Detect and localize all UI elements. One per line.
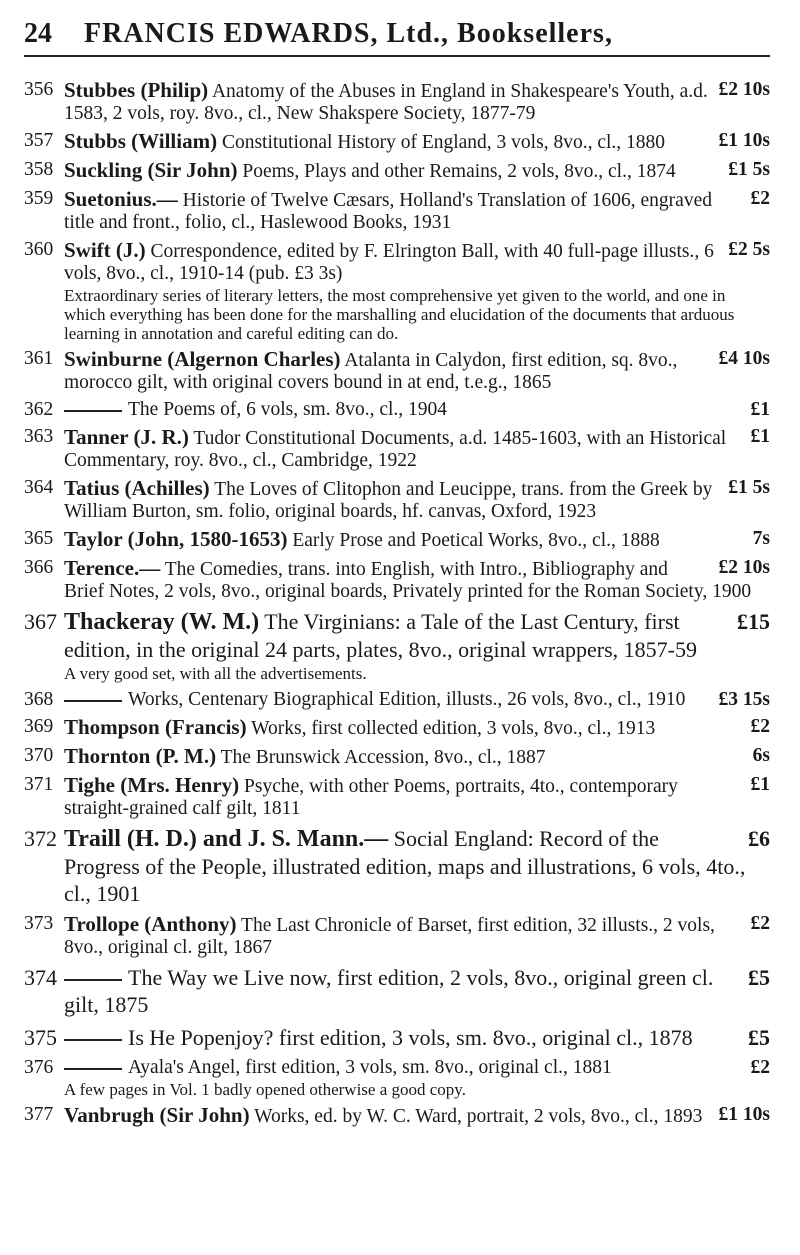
- entry-price: £2: [750, 1057, 770, 1078]
- catalogue-entry: [24, 348, 770, 394]
- entry-number: 377: [24, 1104, 54, 1125]
- entry-number: 356: [24, 79, 54, 100]
- entry-price: £2: [750, 716, 770, 737]
- entry-body: [64, 348, 770, 394]
- catalogue-entry: [24, 689, 770, 711]
- entry-body: [64, 79, 770, 125]
- entry-price: £2 10s: [718, 557, 770, 578]
- ditto-dash: [64, 979, 122, 981]
- entry-price: £2: [750, 188, 770, 209]
- entry-author: Swinburne (Algernon Charles): [64, 347, 341, 371]
- entry-author: Tatius (Achilles): [64, 476, 210, 500]
- entry-number: 372: [24, 826, 57, 851]
- entry-description: Works, Centenary Biographical Edition, illusts., 26 vols, 8vo., cl., 1910: [128, 689, 686, 710]
- catalogue-entries: [24, 79, 770, 1128]
- catalogue-entry: [24, 159, 770, 183]
- entry-body: [64, 239, 770, 343]
- entry-author: Suetonius.—: [64, 187, 178, 211]
- entry-author: Swift (J.): [64, 238, 146, 262]
- entry-note: A very good set, with all the advertisements.: [64, 664, 367, 683]
- entry-number: 368: [24, 689, 54, 710]
- entry-author: Suckling (Sir John): [64, 158, 238, 182]
- entry-description: Social England: Record of the Progress of the People, illustrated edition, maps and illustrations, 6 vols, 4to., cl., 1901: [64, 826, 746, 906]
- entry-description: Correspondence, edited by F. Elrington Ball, with 40 full-page illusts., 6 vols, 8vo., cl., 1910-14 (pub. £3 3s): [64, 241, 714, 284]
- entry-price: £2 10s: [718, 79, 770, 100]
- entry-body: [64, 426, 770, 472]
- catalogue-entry: [24, 608, 770, 683]
- catalogue-entry: [24, 477, 770, 523]
- catalogue-entry: [24, 774, 770, 820]
- entry-author: Thackeray (W. M.): [64, 609, 260, 635]
- entry-number: 373: [24, 913, 54, 934]
- entry-description: The Way we Live now, first edition, 2 vols, 8vo., original green cl. gilt, 1875: [64, 965, 714, 1017]
- entry-price: £1: [750, 426, 770, 447]
- entry-description: Early Prose and Poetical Works, 8vo., cl., 1888: [292, 530, 660, 551]
- entry-author: Stubbes (Philip): [64, 78, 209, 102]
- entry-body: [64, 913, 770, 959]
- entry-price: £6: [748, 826, 770, 851]
- entry-price: £2: [750, 913, 770, 934]
- entry-price: £5: [748, 1025, 770, 1050]
- entry-price: 7s: [752, 528, 770, 549]
- entry-number: 361: [24, 348, 54, 369]
- page-header: [24, 18, 770, 57]
- entry-body: [64, 130, 770, 154]
- entry-price: £4 10s: [718, 348, 770, 369]
- entry-number: 366: [24, 557, 54, 578]
- entry-price: £2 5s: [728, 239, 770, 260]
- entry-body: [64, 825, 770, 907]
- entry-note: Extraordinary series of literary letters, the most comprehensive yet given to the world, and one in which everything has been done for the marshalling and elucidation of the documents that arduous learning in annotation and careful editing can do.: [64, 286, 735, 343]
- entry-description: The Comedies, trans. into English, with Intro., Bibliography and Brief Notes, 2 vols, 8vo., original boards, Privately printed for the Roman Society, 1900: [64, 559, 752, 602]
- entry-description: Historie of Twelve Cæsars, Holland's Translation of 1606, engraved title and front., folio, cl., Haslewood Books, 1931: [64, 190, 712, 233]
- catalogue-entry: [24, 1057, 770, 1099]
- entry-body: [64, 528, 770, 552]
- entry-number: 362: [24, 399, 54, 420]
- entry-body: [64, 159, 770, 183]
- entry-description: Is He Popenjoy? first edition, 3 vols, sm. 8vo., original cl., 1878: [128, 1025, 693, 1050]
- entry-description: Atalanta in Calydon, first edition, sq. 8vo., morocco gilt, with original covers bound in at end, t.e.g., 1865: [64, 350, 678, 393]
- entry-number: 364: [24, 477, 54, 498]
- entry-price: £1 10s: [718, 1104, 770, 1125]
- catalogue-entry: [24, 188, 770, 234]
- entry-author: Traill (H. D.) and J. S. Mann.—: [64, 826, 389, 852]
- ditto-dash: [64, 1068, 122, 1070]
- entry-body: [64, 716, 770, 740]
- catalogue-entry: [24, 1024, 770, 1051]
- catalogue-entry: [24, 716, 770, 740]
- catalogue-entry: [24, 557, 770, 603]
- catalogue-entry: [24, 528, 770, 552]
- entry-body: [64, 188, 770, 234]
- catalogue-entry: [24, 399, 770, 421]
- entry-price: £1 5s: [728, 477, 770, 498]
- entry-body: [64, 608, 770, 683]
- entry-note: A few pages in Vol. 1 badly opened otherwise a good copy.: [64, 1080, 466, 1099]
- firm-name: FRANCIS EDWARDS, Ltd., Booksellers,: [84, 18, 613, 49]
- entry-price: £1: [750, 774, 770, 795]
- entry-body: [64, 1104, 770, 1128]
- ditto-dash: [64, 700, 122, 702]
- ditto-dash: [64, 410, 122, 412]
- entry-body: [64, 689, 770, 711]
- entry-price: £1: [750, 399, 770, 420]
- entry-author: Taylor (John, 1580-1653): [64, 527, 288, 551]
- entry-author: Thompson (Francis): [64, 715, 247, 739]
- entry-price: £3 15s: [718, 689, 770, 710]
- entry-price: £15: [737, 609, 770, 634]
- entry-description: Poems, Plays and other Remains, 2 vols, 8vo., cl., 1874: [242, 161, 676, 182]
- entry-author: Vanbrugh (Sir John): [64, 1103, 250, 1127]
- catalogue-entry: [24, 239, 770, 343]
- entry-body: [64, 1057, 770, 1099]
- entry-description: Works, ed. by W. C. Ward, portrait, 2 vols, 8vo., cl., 1893: [254, 1106, 703, 1127]
- entry-description: The Virginians: a Tale of the Last Century, first edition, in the original 24 parts, plates, 8vo., original wrappers, 1857-59: [64, 609, 697, 662]
- entry-body: [64, 964, 770, 1018]
- entry-description: Works, first collected edition, 3 vols, 8vo., cl., 1913: [251, 718, 656, 739]
- entry-description: Anatomy of the Abuses in England in Shakespeare's Youth, a.d. 1583, 2 vols, roy. 8vo., cl., New Shakspere Society, 1877-79: [64, 81, 708, 124]
- entry-author: Stubbs (William): [64, 129, 218, 153]
- catalogue-entry: [24, 426, 770, 472]
- entry-price: £1 10s: [718, 130, 770, 151]
- entry-number: 371: [24, 774, 54, 795]
- catalogue-entry: [24, 913, 770, 959]
- entry-description: Constitutional History of England, 3 vols, 8vo., cl., 1880: [221, 132, 666, 153]
- entry-number: 363: [24, 426, 54, 447]
- catalogue-entry: [24, 130, 770, 154]
- entry-body: [64, 399, 770, 421]
- entry-body: [64, 745, 770, 769]
- entry-description: The Last Chronicle of Barset, first edition, 32 illusts., 2 vols, 8vo., original cl. gilt, 1867: [64, 915, 715, 958]
- entry-number: 357: [24, 130, 54, 151]
- entry-author: Tanner (J. R.): [64, 425, 189, 449]
- entry-number: 370: [24, 745, 54, 766]
- entry-number: 359: [24, 188, 54, 209]
- entry-author: Trollope (Anthony): [64, 912, 237, 936]
- entry-author: Thornton (P. M.): [64, 744, 217, 768]
- entry-description: Psyche, with other Poems, portraits, 4to., contemporary straight-grained calf gilt, 1811: [64, 776, 678, 819]
- catalogue-entry: [24, 745, 770, 769]
- entry-body: [64, 1024, 770, 1051]
- entry-description: Ayala's Angel, first edition, 3 vols, sm. 8vo., original cl., 1881: [128, 1057, 612, 1078]
- page-number: 24: [24, 18, 52, 49]
- entry-number: 365: [24, 528, 54, 549]
- entry-number: 367: [24, 609, 57, 634]
- entry-body: [64, 557, 770, 603]
- catalogue-entry: [24, 825, 770, 907]
- catalogue-entry: [24, 79, 770, 125]
- ditto-dash: [64, 1039, 122, 1041]
- entry-number: 374: [24, 965, 57, 990]
- entry-number: 376: [24, 1057, 54, 1078]
- entry-author: Tighe (Mrs. Henry): [64, 773, 240, 797]
- entry-number: 358: [24, 159, 54, 180]
- entry-author: Terence.—: [64, 556, 161, 580]
- entry-number: 369: [24, 716, 54, 737]
- catalogue-entry: [24, 1104, 770, 1128]
- entry-description: Tudor Constitutional Documents, a.d. 1485-1603, with an Historical Commentary, roy. 8vo., cl., Cambridge, 1922: [64, 428, 727, 471]
- entry-description: The Brunswick Accession, 8vo., cl., 1887: [220, 747, 546, 768]
- entry-body: [64, 774, 770, 820]
- entry-description: The Poems of, 6 vols, sm. 8vo., cl., 1904: [128, 399, 448, 420]
- entry-price: £5: [748, 965, 770, 990]
- entry-number: 360: [24, 239, 54, 260]
- entry-price: £1 5s: [728, 159, 770, 180]
- entry-price: 6s: [752, 745, 770, 766]
- entry-description: The Loves of Clitophon and Leucippe, trans. from the Greek by William Burton, sm. folio, original boards, hf. canvas, Oxford, 1923: [64, 479, 713, 522]
- entry-number: 375: [24, 1025, 57, 1050]
- catalogue-entry: [24, 964, 770, 1018]
- entry-body: [64, 477, 770, 523]
